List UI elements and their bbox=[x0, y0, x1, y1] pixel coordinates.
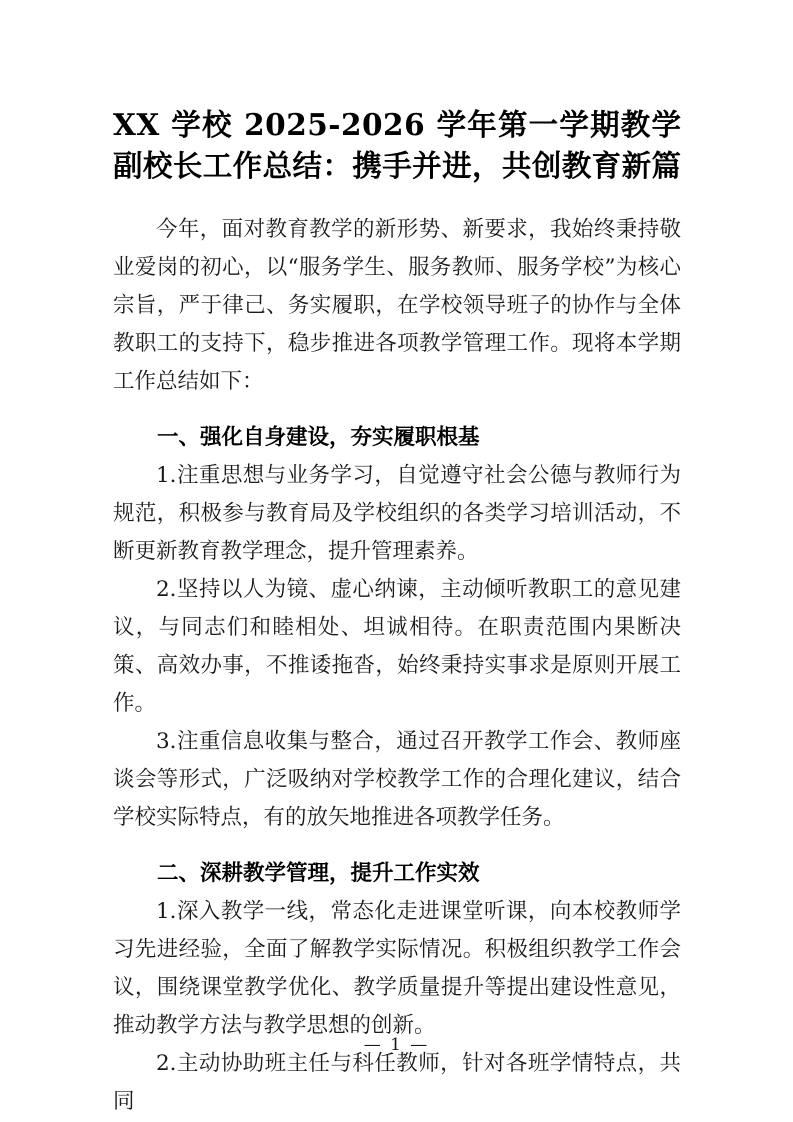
title-academic-year: 2025-2026 bbox=[244, 107, 426, 142]
section-1-paragraph-2: 2.坚持以人为镜、虚心纳谏，主动倾听教职工的意见建议，与同志们和睦相处、坦诚相待。在职责范围内果断决策、高效办事，不推诿拖沓，始终秉持实事求是原则开展工作。 bbox=[113, 577, 681, 716]
section-1-paragraph-3: 3.注重信息收集与整合，通过召开教学工作会、教师座谈会等形式，广泛吸纳对学校教学工作的合理化建议，结合学校实际特点，有的放矢地推进各项教学任务。 bbox=[113, 729, 681, 830]
section-1-paragraph-1: 1.注重思想与业务学习，自觉遵守社会公德与教师行为规范，积极参与教育局及学校组织的各类学习培训活动，不断更新教育教学理念，提升管理素养。 bbox=[113, 463, 681, 564]
intro-paragraph: 今年，面对教育教学的新形势、新要求，我始终秉持敬业爱岗的初心，以“服务学生、服务教师、服务学校”为核心宗旨，严于律己、务实履职，在学校领导班子的协作与全体教职工的支持下，稳步推进各项教学管理工作。现将本学期工作总结如下： bbox=[113, 217, 681, 394]
page-title: XX 学校 2025-2026 学年第一学期教学副校长工作总结：携手并进，共创教育新篇 bbox=[113, 107, 681, 183]
section-heading-1: 一、强化自身建设，夯实履职根基 bbox=[157, 425, 480, 450]
title-school-code: XX bbox=[113, 107, 160, 142]
document-content bbox=[113, 0, 681, 1121]
section-2-paragraph-2: 2.主动协助班主任与科任教师，针对各班学情特点，共同 bbox=[113, 1051, 681, 1114]
page-number-footer: — 1 — bbox=[363, 1035, 430, 1055]
section-2-paragraph-1: 1.深入教学一线，常态化走进课堂听课，向本校教师学习先进经验，全面了解教学实际情况。积极组织教学工作会议，围绕课堂教学优化、教学质量提升等提出建设性意见，推动教学方法与教学思想的创新。 bbox=[113, 899, 681, 1038]
section-heading-2: 二、深耕教学管理，提升工作实效 bbox=[157, 861, 480, 886]
